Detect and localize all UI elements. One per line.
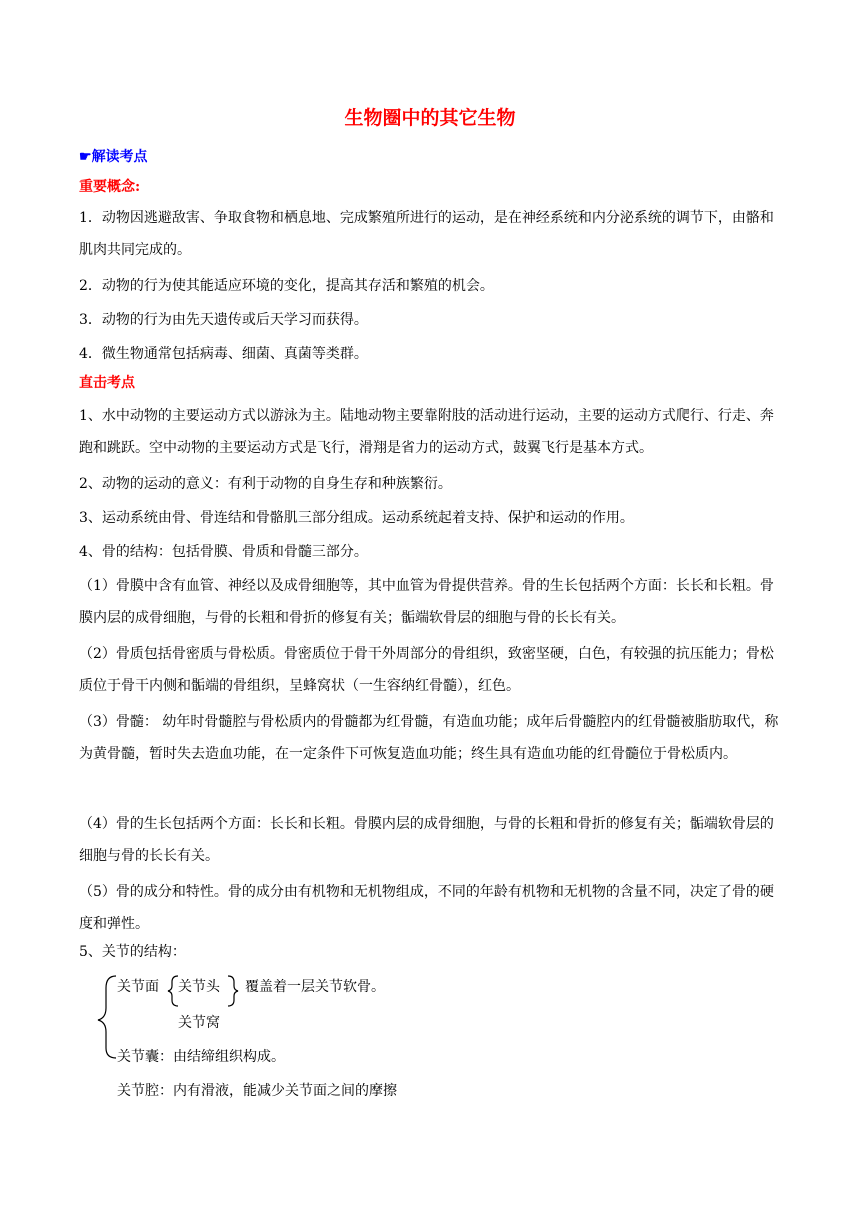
kaodian-item-bone-membrane: （1）骨膜中含有血管、神经以及成骨细胞等，其中血管为骨提供营养。骨的生长包括两个方面：长长和长粗。骨膜内层的成骨细胞，与骨的长粗和骨折的修复有关；骺端软骨层的细胞与骨的长长有关。 — [79, 578, 774, 626]
kaodian-heading: 直击考点 — [79, 375, 135, 391]
page-title: 生物圈中的其它生物 — [344, 107, 516, 129]
joint-structure-diagram — [0, 968, 860, 1098]
kaodian-item-joint-structure: 5、关节的结构： — [79, 944, 186, 960]
outer-left-brace — [98, 976, 116, 1058]
concept-item-1: 1．动物因逃避敌害、争取食物和栖息地、完成繁殖所进行的运动，是在神经系统和内分泌系统的调节下，由骼和肌肉共同完成的。 — [79, 210, 774, 258]
kaodian-item-bone-growth: （4）骨的生长包括两个方面：长长和长粗。骨膜内层的成骨细胞，与骨的长粗和骨折的修复有关；骺端软骨层的细胞与骨的长长有关。 — [79, 816, 774, 864]
joint-surface-label: 关节面 — [117, 979, 159, 995]
kaodian-item-2: 2、动物的运动的意义：有利于动物的自身生存和种族繁衍。 — [79, 476, 452, 492]
concept-item-3: 3．动物的行为由先天遗传或后天学习而获得。 — [79, 312, 368, 328]
concepts-heading: 重要概念: — [79, 179, 141, 195]
joint-capsule-label: 关节囊：由结缔组织构成。 — [117, 1049, 285, 1065]
concept-item-2: 2．动物的行为使其能适应环境的变化，提高其存活和繁殖的机会。 — [79, 278, 494, 294]
kaodian-item-4: 4、骨的结构：包括骨膜、骨质和骨髓三部分。 — [79, 544, 368, 560]
joint-cavity-label: 关节腔：内有滑液，能减少关节面之间的摩擦 — [117, 1083, 397, 1099]
section-heading-jiedu — [79, 146, 148, 166]
joint-surface-note: 覆盖着一层关节软骨。 — [245, 979, 385, 995]
kaodian-item-bone-composition: （5）骨的成分和特性。骨的成分由有机物和无机物组成，不同的年龄有机物和无机物的含量不同，决定了骨的硬度和弹性。 — [79, 884, 774, 932]
inner-right-brace — [228, 976, 238, 1006]
kaodian-item-bone-substance: （2）骨质包括骨密质与骨松质。骨密质位于骨干外周部分的骨组织，致密坚硬，白色，有较强的抗压能力；骨松质位于骨干内侧和骺端的骨组织，呈蜂窝状（一生容纳红骨髓），红色。 — [79, 646, 774, 694]
kaodian-item-bone-marrow: （3）骨髓： 幼年时骨髓腔与骨松质内的骨髓都为红骨髓，有造血功能；成年后骨髓腔内的红骨髓被脂肪取代，称为黄骨髓，暂时失去造血功能，在一定条件下可恢复造血功能；终生具有造血功能的红骨髓位于骨松质内。 — [79, 714, 779, 762]
kaodian-item-1: 1、水中动物的主要运动方式以游泳为主。陆地动物主要靠附肢的活动进行运动，主要的运动方式爬行、行走、奔跑和跳跃。空中动物的主要运动方式是飞行，滑翔是省力的运动方式，鼓翼飞行是基本方式。 — [79, 408, 774, 456]
pointing-hand-icon: ☛ — [79, 149, 92, 165]
kaodian-item-3: 3、运动系统由骨、骨连结和骨骼肌三部分组成。运动系统起着支持、保护和运动的作用。 — [79, 510, 634, 526]
inner-left-brace — [168, 976, 178, 1006]
section-heading-label: 解读考点 — [91, 149, 148, 165]
concept-item-4: 4．微生物通常包括病毒、细菌、真菌等类群。 — [79, 346, 368, 362]
joint-head-label: 关节头 — [178, 979, 220, 995]
joint-socket-label: 关节窝 — [178, 1015, 220, 1031]
